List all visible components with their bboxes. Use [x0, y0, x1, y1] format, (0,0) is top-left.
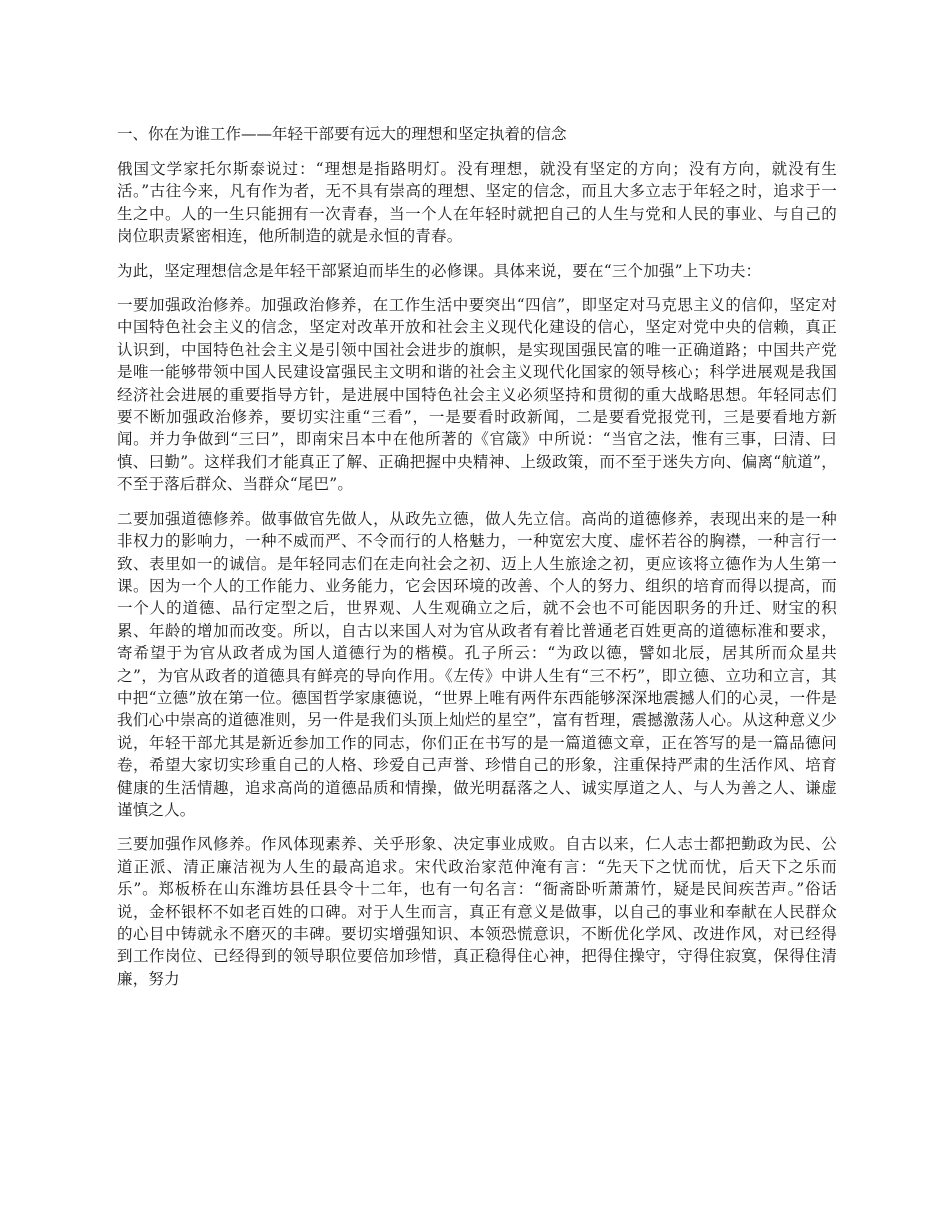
section-heading: 一、你在为谁工作——年轻干部要有远大的理想和坚定执着的信念 [117, 125, 567, 143]
paragraph-political-cultivation: 一要加强政治修养。加强政治修养，在工作生活中要突出“四信”，即坚定对马克思主义的信仰，坚定对中国特色社会主义的信念，坚定对改革开放和社会主义现代化建设的信心，坚定对党中央的信赖，真正认识到，中国特色社会主义是引领中国社会进步的旗帜，是实现国强民富的唯一正确道路；中国共产党是唯一能够带领中国人民建设富强民主文明和谐的社会主义现代化国家的领导核心；科学进展观是我国经济社会进展的重要指导方针，是进展中国特色社会主义必须坚持和贯彻的重大战略思想。年轻同志们要不断加强政治修养，要切实注重“三看”，一是要看时政新闻，二是要看党报党刊，三是要看地方新闻。并力争做到“三曰”，即南宋吕本中在他所著的《官箴》中所说：“当官之法，惟有三事，曰清、曰慎、曰勤”。这样我们才能真正了解、正确把握中央精神、上级政策，而不至于迷失方向、偏离“航道”，不至于落后群众、当群众“尾巴”。 [117, 296, 837, 494]
paragraph-three-strengthen: 为此，坚定理想信念是年轻干部紧迫而毕生的必修课。具体来说，要在“三个加强”上下功夫： [117, 261, 762, 280]
document-page [117, 122, 837, 1002]
paragraph-style-cultivation: 三要加强作风修养。作风体现素养、关乎形象、决定事业成败。自古以来，仁人志士都把勤政为民、公道正派、清正廉洁视为人生的最高追求。宋代政治家范仲淹有言：“先天下之忧而忧，后天下之乐而乐”。郑板桥在山东潍坊县任县令十二年，也有一句名言：“衙斋卧听萧萧竹，疑是民间疾苦声。”俗话说，金杯银杯不如老百姓的口碑。对于人生而言，真正有意义是做事，以自己的事业和奉献在人民群众的心目中铸就永不磨灭的丰碑。要切实增强知识、本领恐慌意识，不断优化学风、改进作风，对已经得到工作岗位、已经得到的领导职位要倍加珍惜，真正稳得住心神，把得住操守，守得住寂寞，保得住清廉，努力 [117, 835, 837, 988]
paragraph-tolstoy-quote: 俄国文学家托尔斯泰说过：“理想是指路明灯。没有理想，就没有坚定的方向；没有方向，就没有生活。”古往今来，凡有作为者，无不具有崇高的理想、坚定的信念，而且大多立志于年轻之时，追求于一生之中。人的一生只能拥有一次青春，当一个人在年轻时就把自己的人生与党和人民的事业、与自己的岗位职责紧密相连，他所制造的就是永恒的青春。 [117, 160, 837, 246]
paragraph-moral-cultivation: 二要加强道德修养。做事做官先做人，从政先立德，做人先立信。高尚的道德修养，表现出来的是一种非权力的影响力，一种不威而严、不令而行的人格魅力，一种宽宏大度、虚怀若谷的胸襟，一种言行一致、表里如一的诚信。是年轻同志们在走向社会之初、迈上人生旅途之初，更应该将立德作为人生第一课。因为一个人的工作能力、业务能力，它会因环境的改善、个人的努力、组织的培育而得以提高，而一个人的道德、品行定型之后，世界观、人生观确立之后，就不会也不可能因职务的升迁、财宝的积累、年龄的增加而改变。所以，自古以来国人对为官从政者有着比普通老百姓更高的道德标准和要求，寄希望于为官从政者成为国人道德行为的楷模。孔子所云：“为政以德，譬如北辰，居其所而众星共之”，为官从政者的道德具有鲜亮的导向作用。《左传》中讲人生有“三不朽”，即立德、立功和立言，其中把“立德”放在第一位。德国哲学家康德说，“世界上唯有两件东西能够深深地震撼人们的心灵，一件是我们心中崇高的道德准则，另一件是我们头顶上灿烂的星空”，富有哲理，震撼激荡人心。从这种意义少说，年轻干部尤其是新近参加工作的同志，你们正在书写的是一篇道德文章，正在答写的是一篇品德问卷，希望大家切实珍重自己的人格、珍爱自己声誉、珍惜自己的形象，注重保持严肃的生活作风、培育健康的生活情趣，追求高尚的道德品质和情操，做光明磊落之人、诚实厚道之人、与人为善之人、谦虚谨慎之人。 [117, 509, 837, 819]
